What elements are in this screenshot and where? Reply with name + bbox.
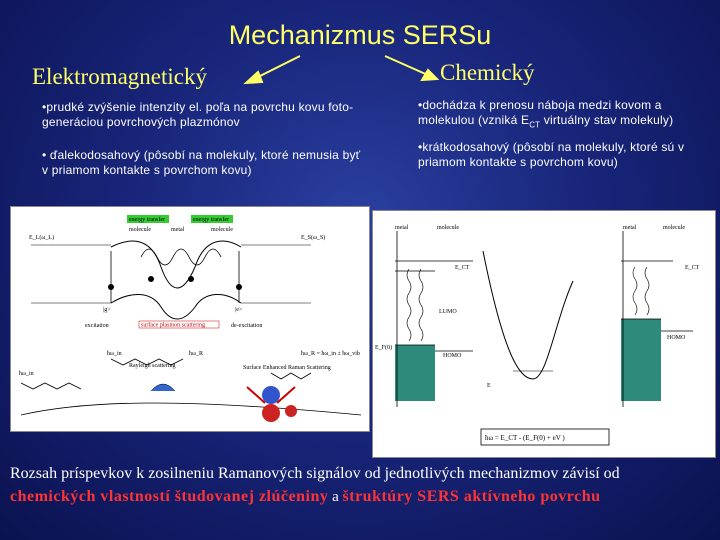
label-rayleigh: Rayleigh scattering [129, 363, 176, 369]
caption-line-1: Rozsah príspevkov k zosilneniu Ramanových signálov od jednotlivých mechanizmov závisí od [10, 465, 620, 482]
label-molecule-2: molecule [211, 227, 233, 233]
label-el: E_L(ω_L) [29, 235, 54, 241]
label-homo-r1: HOMO [443, 353, 462, 359]
label-e-state: |e> [235, 307, 243, 313]
slide-caption [10, 462, 718, 509]
chemical-mechanism-figure [372, 210, 716, 458]
heading-electromagnetic: Elektromagnetický [32, 64, 207, 89]
label-w-in-2: ħω_in [19, 371, 34, 377]
label-w-eq: ħω_R = ħω_in ± ħω_vib [301, 351, 360, 357]
bullet-em-1: •prudké zvýšenie intenzity el. poľa na povrchu kovu foto-generáciou povrchových plazmónov [42, 100, 354, 129]
label-metal-r1: metal [395, 225, 409, 231]
label-molecule: molecule [129, 227, 151, 233]
label-molecule-r1: molecule [437, 225, 459, 231]
label-energy-transfer-1: energy transfer [129, 217, 166, 223]
label-metal-r2: metal [623, 225, 637, 231]
label-w-r: ħω_R [189, 351, 203, 357]
label-e: E [487, 383, 491, 389]
label-ect-r2: E_CT [685, 265, 700, 271]
caption-red-1: chemických vlastností študovanej zlúčeniny [10, 488, 329, 505]
heading-chemical: Chemický [440, 60, 535, 85]
bullet-chem-1-sub: CT [529, 120, 541, 130]
label-deexcitation: de-excitation [231, 323, 263, 329]
em-mechanism-figure [10, 206, 370, 432]
label-homo-r2: HOMO [667, 335, 686, 341]
bullet-chem-1-text: •dochádza k prenosu náboja medzi kovom a molekulou (vzniká E [418, 98, 662, 127]
label-ef: E_F(0) [375, 345, 392, 351]
label-formula: ħω = E_CT - (E_F(0) + eV ) [485, 434, 565, 442]
label-lumo: LUMO [439, 309, 457, 315]
bullet-chem-2: •krátkodosahový (pôsobí na molekuly, ktoré sú v priamom kontakte s povrchom kovu) [418, 140, 685, 169]
caption-red-2: štruktúry SERS aktívneho povrchu [342, 488, 601, 505]
arrow-right-head [422, 70, 437, 80]
bullet-em-2: • ďalekodosahový (pôsobí na molekuly, ktoré nemusia byť v priamom kontakte s povrchom kovu) [42, 148, 361, 177]
arrow-right-line [385, 56, 430, 76]
label-surface-scattering: surface plasmon scattering [141, 322, 205, 329]
label-metal: metal [171, 227, 185, 233]
caption-connector: a [328, 489, 343, 505]
label-sers: Surface Enhanced Raman Scattering [243, 365, 331, 371]
slide-title: Mechanizmus SERSu [228, 20, 492, 50]
label-molecule-r2: molecule [663, 225, 685, 231]
label-excitation: excitation [85, 323, 109, 329]
label-g-state: |g> [103, 307, 111, 313]
label-w-in: ħω_in [107, 351, 122, 357]
label-ect-r1: E_CT [455, 265, 470, 271]
arrow-left-head [246, 72, 262, 83]
label-energy-transfer-2: energy transfer [193, 217, 230, 223]
bullet-chem-1 [418, 98, 718, 132]
bullet-chem-1-tail: virtuálny stav molekuly) [540, 113, 674, 127]
label-es: E_S(ω_S) [301, 235, 326, 241]
